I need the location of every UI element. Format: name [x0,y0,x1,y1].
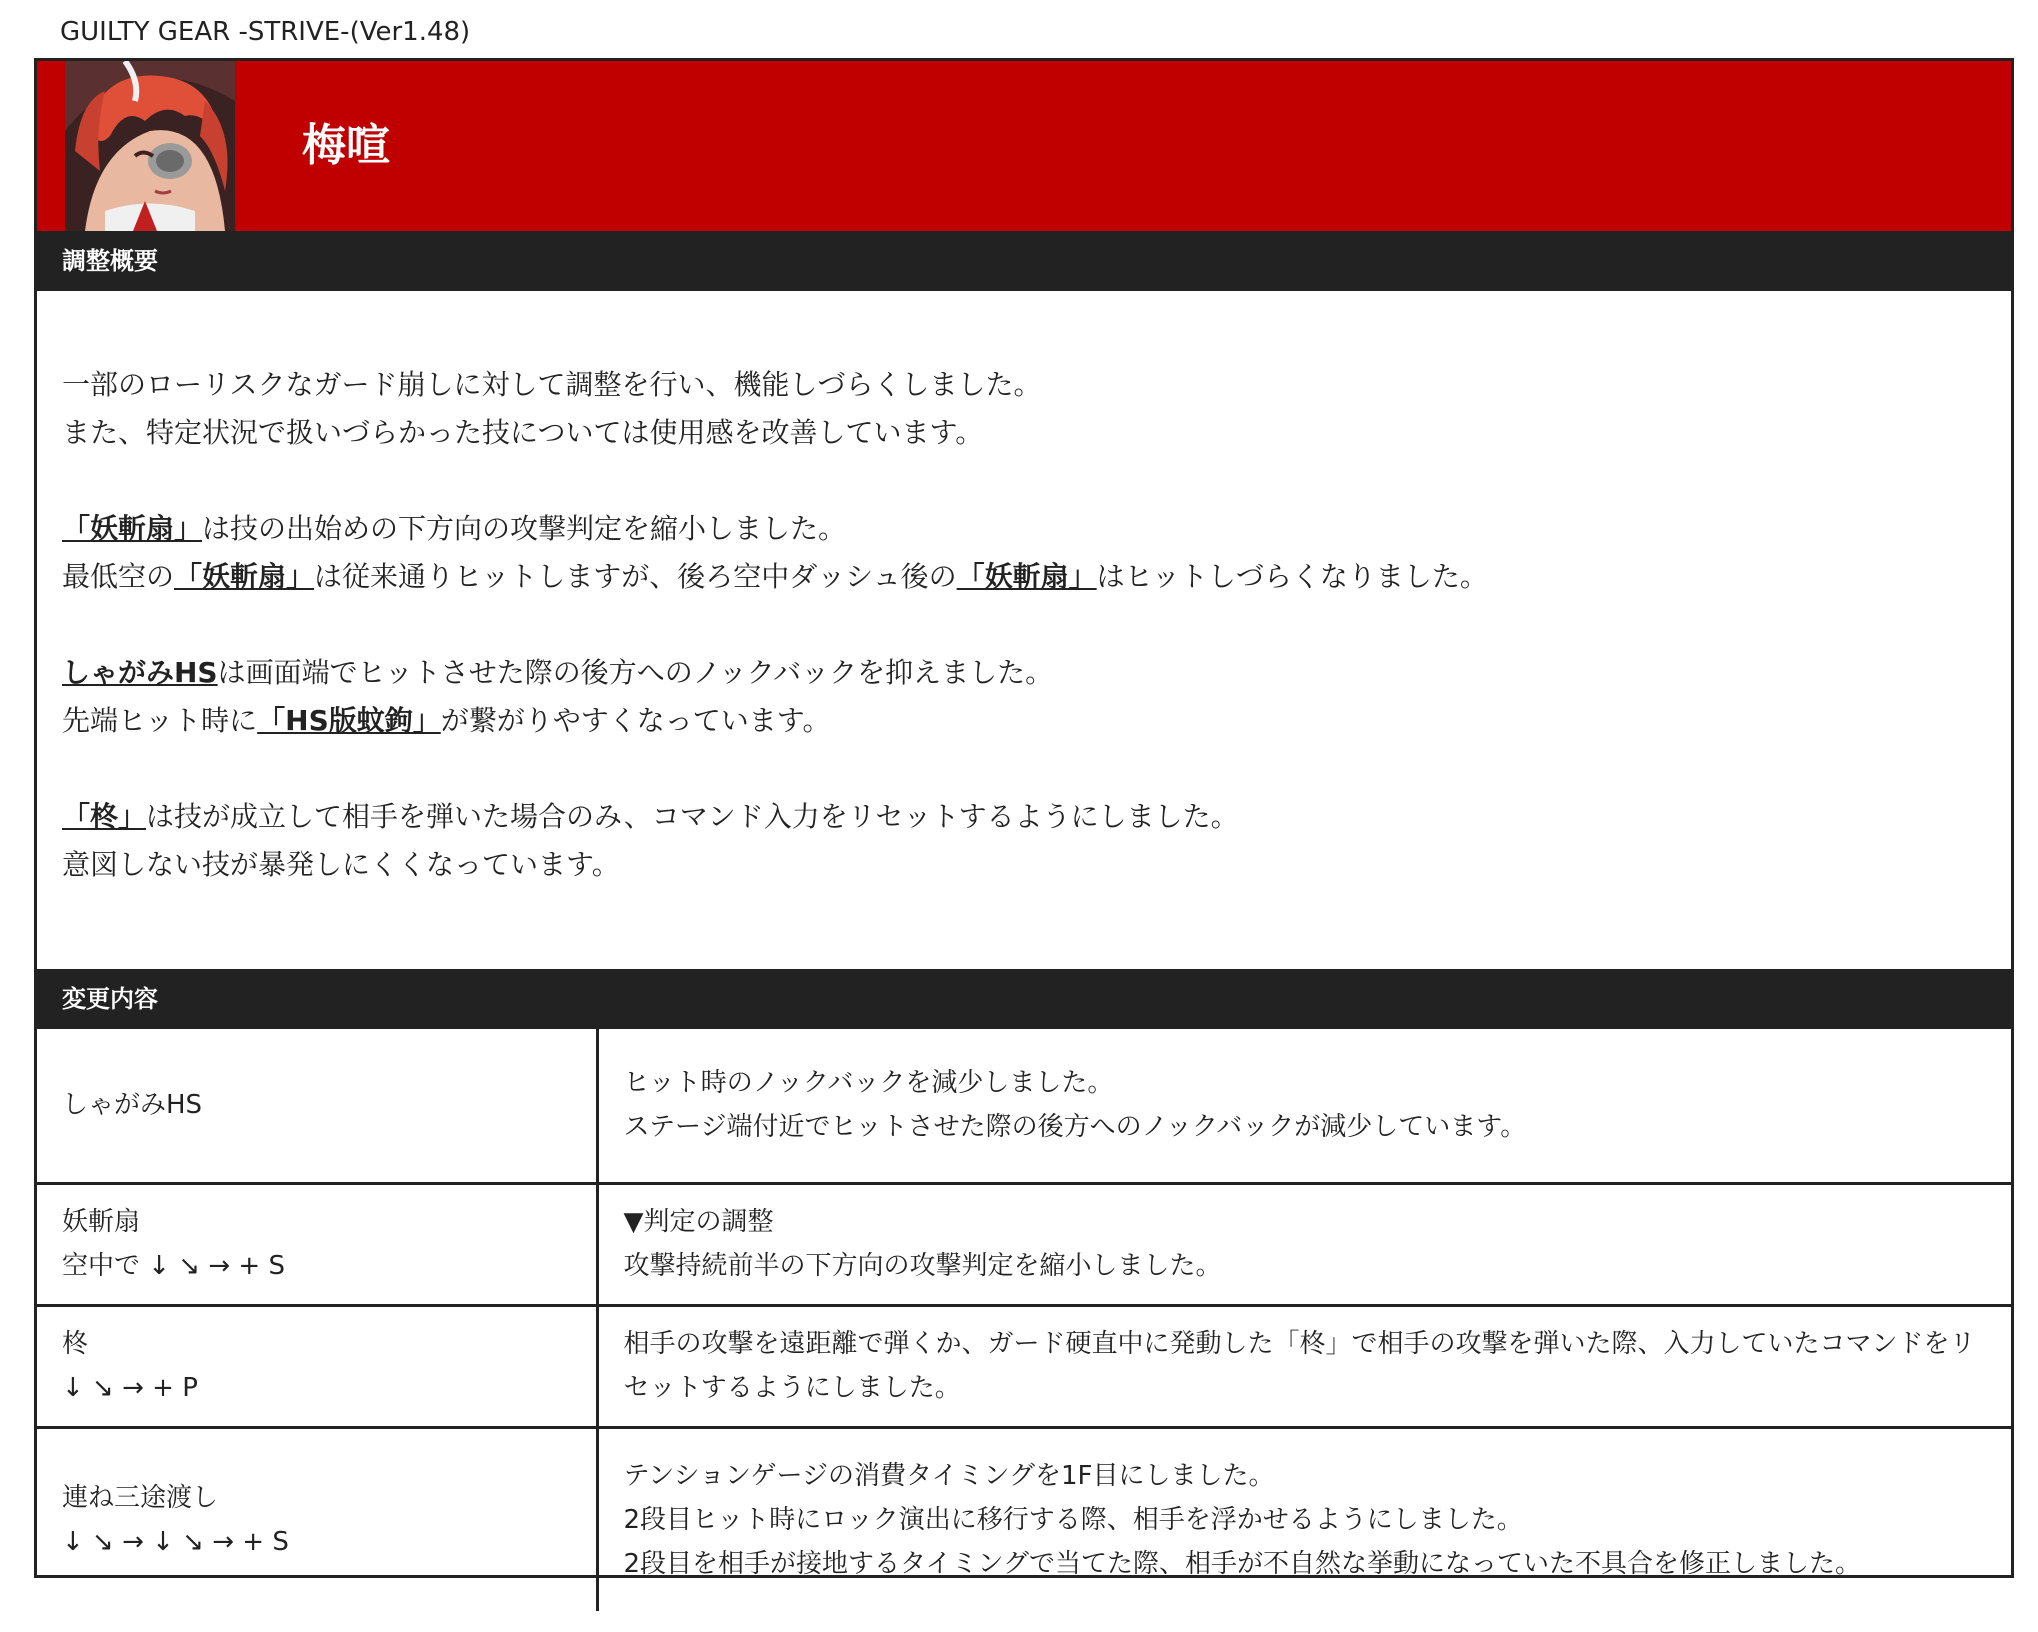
summary-section-title: 調整概要 [37,231,2011,291]
move-link[interactable]: 「HS版蚊鉤」 [257,704,441,737]
change-description: 攻撃持続前半の下方向の攻撃判定を縮小しました。 [623,1251,1222,1281]
move-link[interactable]: 「妖斬扇」 [62,512,203,545]
table-row [37,1427,2011,1611]
summary-text: が繋がりやすくなっています。 [440,704,831,737]
summary-text: また、特定状況で扱いづらかった技については使用感を改善しています。 [62,416,984,449]
change-description: 2段目ヒット時にロック演出に移行する際、相手を浮かせるようにしました。 [623,1504,1523,1535]
move-name: 妖斬扇 [62,1207,141,1237]
move-name-cell [37,1427,597,1611]
move-link[interactable]: 「妖斬扇」 [174,560,315,593]
move-name-cell [37,1305,597,1427]
summary-paragraph [62,361,1982,457]
summary-text: 最低空の [62,560,175,593]
table-row [37,1305,2011,1427]
summary-text: 先端ヒット時に [62,704,258,737]
change-description: 相手の攻撃を遠距離で弾くか、ガード硬直中に発動した「柊」で相手の攻撃を弾いた際、入力していたコマンドをリセットするようにしました。 [623,1329,1976,1403]
summary-paragraph [62,505,1982,601]
summary-text: は従来通りヒットしますが、後ろ空中ダッシュ後の [314,560,957,593]
change-description: ステージ端付近でヒットさせた際の後方へのノックバックが減少しています。 [623,1112,1527,1143]
summary-text: 意図しない技が暴発しにくくなっています。 [62,848,620,881]
move-command: ↓ ↘ → ↓ ↘ → + S [62,1526,289,1557]
move-name-cell [37,1183,597,1305]
move-name: 連ね三途渡し [62,1482,219,1513]
move-command: 空中で ↓ ↘ → + S [62,1251,285,1281]
summary-line [62,697,1982,745]
summary-line [62,505,1982,553]
patch-notes-frame [34,58,2014,1578]
move-name: 柊 [62,1329,89,1359]
summary-body [62,361,1982,937]
summary-line [62,841,1982,889]
summary-text: は技が成立して相手を弾いた場合のみ、コマンド入力をリセットするようにしました。 [146,800,1239,833]
change-description-cell [597,1427,2011,1611]
table-row [37,1029,2011,1183]
character-name: 梅喧 [302,120,390,171]
change-description: テンションゲージの消費タイミングを1F目にしました。 [623,1460,1275,1491]
character-portrait-icon [65,61,235,231]
move-name: しゃがみHS [62,1090,203,1121]
change-description: 2段目を相手が接地するタイミングで当てた際、相手が不自然な挙動になっていた不具合を修正しました。 [623,1548,1862,1579]
summary-text: は技の出始めの下方向の攻撃判定を縮小しました。 [202,512,847,545]
summary-line [62,649,1982,697]
summary-text: は画面端でヒットさせた際の後方へのノックバックを抑えました。 [217,656,1054,689]
summary-line [62,553,1982,601]
summary-text: はヒットしづらくなりました。 [1096,560,1488,593]
move-command: ↓ ↘ → + P [62,1373,198,1403]
character-header [37,61,2011,231]
summary-paragraph [62,793,1982,889]
summary-text: 一部のローリスクなガード崩しに対して調整を行い、機能しづらくしました。 [62,368,1042,401]
change-description-cell [597,1029,2011,1183]
change-description: ▼判定の調整 [623,1207,774,1237]
changes-table [37,1029,2011,1611]
change-description-cell [597,1183,2011,1305]
move-name-cell [37,1029,597,1183]
change-description: ヒット時のノックバックを減少しました。 [623,1068,1114,1099]
table-row [37,1183,2011,1305]
change-description-cell [597,1305,2011,1427]
move-link[interactable]: 「妖斬扇」 [956,560,1097,593]
move-link[interactable]: しゃがみHS [62,656,218,689]
summary-line [62,793,1982,841]
move-link[interactable]: 「柊」 [62,800,147,833]
version-title: GUILTY GEAR -STRIVE-(Ver1.48) [60,17,471,47]
summary-line [62,361,1982,409]
summary-line [62,409,1982,457]
summary-paragraph [62,649,1982,745]
changes-section-title: 変更内容 [37,969,2011,1029]
